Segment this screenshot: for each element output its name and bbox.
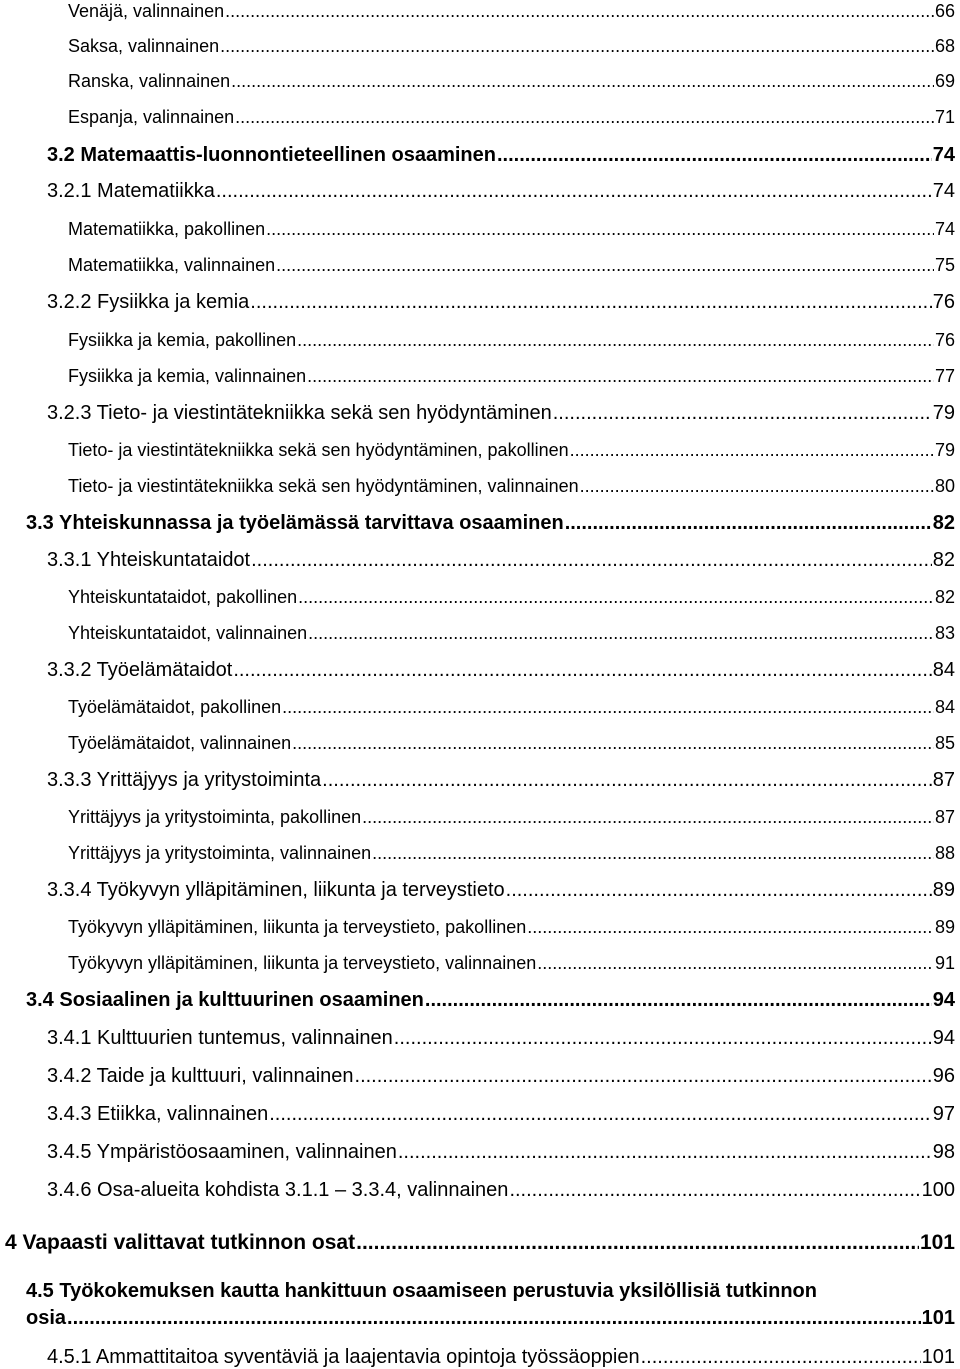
toc-entry[interactable]: [47, 1028, 955, 1048]
toc-entry[interactable]: [26, 990, 955, 1010]
toc-entry[interactable]: [26, 1308, 955, 1328]
toc-entry[interactable]: [68, 108, 955, 126]
toc-entry-page: 79: [934, 440, 955, 460]
toc-entry-title: Tieto- ja viestintätekniikka sekä sen hyödyntäminen, valinnainen: [68, 476, 579, 496]
toc-entry-title: Yhteiskuntataidot, valinnainen: [68, 623, 308, 643]
leader-dots: [553, 403, 932, 423]
toc-entry[interactable]: [47, 1066, 955, 1086]
leader-dots: [355, 1066, 932, 1086]
toc-entry[interactable]: [68, 37, 955, 55]
toc-entry-title: Työelämätaidot, pakollinen: [68, 697, 282, 717]
toc-entry-title: 4.5.1 Ammattitaitoa syventäviä ja laajentavia opintoja työssäoppien: [47, 1346, 640, 1368]
leader-dots: [276, 256, 934, 274]
leader-dots: [356, 1232, 919, 1253]
toc-entry-page: 84: [934, 697, 955, 717]
toc-entry-page: 101: [921, 1307, 955, 1329]
toc-entry-title: 3.3.2 Työelämätaidot: [47, 659, 233, 681]
toc-entry[interactable]: [68, 367, 955, 385]
toc-entry-title: 3.4.5 Ympäristöosaaminen, valinnainen: [47, 1141, 397, 1163]
toc-entry[interactable]: [47, 550, 955, 570]
leader-dots: [641, 1347, 921, 1367]
leader-dots: [537, 954, 934, 972]
toc-entry[interactable]: [68, 220, 955, 238]
toc-entry[interactable]: [68, 844, 955, 862]
leader-dots: [362, 808, 934, 826]
toc-entry-page: 101: [919, 1231, 955, 1254]
toc-entry[interactable]: [68, 808, 955, 826]
toc-entry-page: 79: [932, 402, 955, 424]
toc-entry-page: 74: [932, 144, 955, 166]
toc-entry-page: 82: [932, 512, 955, 534]
toc-entry[interactable]: [47, 403, 955, 423]
toc-entry-title: Espanja, valinnainen: [68, 107, 235, 127]
leader-dots: [269, 1104, 932, 1124]
toc-entry-title: Venäjä, valinnainen: [68, 1, 225, 21]
toc-entry-page: 101: [921, 1346, 955, 1368]
leader-dots: [565, 513, 932, 533]
toc-entry[interactable]: [47, 880, 955, 900]
toc-entry-title: 3.4.6 Osa-alueita kohdista 3.1.1 – 3.3.4, valinnainen: [47, 1179, 509, 1201]
toc-entry[interactable]: [47, 1180, 955, 1200]
toc-entry[interactable]: [68, 477, 955, 495]
toc-entry-page: 74: [934, 219, 955, 239]
toc-entry[interactable]: [68, 588, 955, 606]
toc-entry[interactable]: [68, 698, 955, 716]
toc-entry-page: 89: [934, 917, 955, 937]
leader-dots: [292, 734, 934, 752]
toc-entry-page: 69: [934, 71, 955, 91]
toc-entry-page: 82: [934, 587, 955, 607]
toc-entry-title: osia: [26, 1307, 67, 1329]
toc-entry-page: 71: [934, 107, 955, 127]
leader-dots: [235, 108, 934, 126]
toc-entry[interactable]: [68, 734, 955, 752]
leader-dots: [282, 698, 934, 716]
toc-entry-page: 87: [932, 769, 955, 791]
toc-entry-title: Fysiikka ja kemia, pakollinen: [68, 330, 297, 350]
toc-entry[interactable]: [47, 181, 955, 201]
toc-entry[interactable]: [47, 1347, 955, 1367]
toc-entry-title: 3.2.2 Fysiikka ja kemia: [47, 291, 250, 313]
leader-dots: [506, 880, 932, 900]
toc-entry-page: 76: [932, 291, 955, 313]
leader-dots: [298, 588, 934, 606]
toc-entry-page: 74: [932, 180, 955, 202]
leader-dots: [322, 770, 932, 790]
leader-dots: [231, 72, 934, 90]
leader-dots: [250, 292, 931, 312]
toc-entry-page: 96: [932, 1065, 955, 1087]
toc-entry-title: 3.3.3 Yrittäjyys ja yritystoiminta: [47, 769, 322, 791]
toc-entry-page: 77: [934, 366, 955, 386]
toc-entry-title: Ranska, valinnainen: [68, 71, 231, 91]
leader-dots: [527, 918, 934, 936]
toc-entry-title: Yrittäjyys ja yritystoiminta, valinnainen: [68, 843, 372, 863]
toc-entry-page: 83: [934, 623, 955, 643]
leader-dots: [266, 220, 934, 238]
toc-entry-title: 3.4 Sosiaalinen ja kulttuurinen osaaminen: [26, 989, 424, 1011]
leader-dots: [394, 1028, 932, 1048]
toc-entry[interactable]: [68, 72, 955, 90]
toc-entry-page: 94: [932, 1027, 955, 1049]
toc-entry-title: Työkyvyn ylläpitäminen, liikunta ja terveystieto, pakollinen: [68, 917, 527, 937]
toc-entry[interactable]: [68, 331, 955, 349]
toc-entry[interactable]: [68, 918, 955, 936]
toc-entry-title: 3.4.1 Kulttuurien tuntemus, valinnainen: [47, 1027, 393, 1049]
leader-dots: [425, 990, 932, 1010]
leader-dots: [233, 660, 931, 680]
toc-entry[interactable]: [68, 624, 955, 642]
toc-entry-page: 89: [932, 879, 955, 901]
leader-dots: [372, 844, 934, 862]
toc-entry-page: 68: [934, 36, 955, 56]
toc-entry[interactable]: [68, 256, 955, 274]
toc-entry-title: Yhteiskuntataidot, pakollinen: [68, 587, 298, 607]
leader-dots: [67, 1308, 921, 1328]
leader-dots: [225, 2, 934, 20]
leader-dots: [398, 1142, 932, 1162]
toc-entry[interactable]: [47, 292, 955, 312]
toc-entry-title: Työkyvyn ylläpitäminen, liikunta ja terveystieto, valinnainen: [68, 953, 537, 973]
toc-entry-page: 66: [934, 1, 955, 21]
toc-entry-page: 82: [932, 549, 955, 571]
leader-dots: [509, 1180, 920, 1200]
toc-entry-page: 85: [934, 733, 955, 753]
toc-entry-title: Saksa, valinnainen: [68, 36, 220, 56]
toc-entry-page: 98: [932, 1141, 955, 1163]
leader-dots: [497, 145, 932, 165]
toc-entry[interactable]: [26, 513, 955, 533]
toc-entry-title: Matematiikka, pakollinen: [68, 219, 266, 239]
toc-entry[interactable]: [47, 770, 955, 790]
toc-entry[interactable]: [68, 441, 955, 459]
toc-entry-title-line1[interactable]: 4.5 Työkokemuksen kautta hankittuun osaamiseen perustuvia yksilöllisiä tutkinnon: [26, 1280, 817, 1302]
toc-entry-title: 3.2.1 Matematiikka: [47, 180, 215, 202]
toc-entry-page: 94: [932, 989, 955, 1011]
toc-entry[interactable]: [47, 1104, 955, 1124]
toc-entry-page: 76: [934, 330, 955, 350]
leader-dots: [570, 441, 934, 459]
toc-entry[interactable]: [68, 954, 955, 972]
leader-dots: [580, 477, 934, 495]
leader-dots: [307, 367, 934, 385]
toc-entry-page: 91: [934, 953, 955, 973]
leader-dots: [216, 181, 932, 201]
toc-entry-title: Matematiikka, valinnainen: [68, 255, 276, 275]
toc-entry-title: 3.2 Matemaattis-luonnontieteellinen osaaminen: [47, 144, 496, 166]
toc-entry-page: 80: [934, 476, 955, 496]
leader-dots: [220, 37, 934, 55]
toc-entry-title: 3.3.4 Työkyvyn ylläpitäminen, liikunta ja terveystieto: [47, 879, 505, 901]
toc-entry-title: Tieto- ja viestintätekniikka sekä sen hyödyntäminen, pakollinen: [68, 440, 569, 460]
toc-entry-title: Yrittäjyys ja yritystoiminta, pakollinen: [68, 807, 362, 827]
toc-entry[interactable]: [47, 1142, 955, 1162]
leader-dots: [251, 550, 932, 570]
toc-entry-title: 3.4.3 Etiikka, valinnainen: [47, 1103, 269, 1125]
toc-entry-page: 87: [934, 807, 955, 827]
leader-dots: [308, 624, 934, 642]
toc-entry-page: 75: [934, 255, 955, 275]
toc-entry-title: 4 Vapaasti valittavat tutkinnon osat: [5, 1231, 356, 1254]
leader-dots: [297, 331, 934, 349]
toc-entry-title: 3.4.2 Taide ja kulttuuri, valinnainen: [47, 1065, 354, 1087]
toc-entry-title: 3.3 Yhteiskunnassa ja työelämässä tarvittava osaaminen: [26, 512, 564, 534]
toc-entry[interactable]: [47, 660, 955, 680]
toc-entry-title: 3.3.1 Yhteiskuntataidot: [47, 549, 251, 571]
toc-entry-title: 3.2.3 Tieto- ja viestintätekniikka sekä sen hyödyntäminen: [47, 402, 552, 424]
toc-entry-title: Työelämätaidot, valinnainen: [68, 733, 292, 753]
toc-entry[interactable]: [5, 1232, 955, 1253]
toc-entry-page: 100: [921, 1179, 955, 1201]
toc-entry[interactable]: [47, 145, 955, 165]
toc-entry-title: Fysiikka ja kemia, valinnainen: [68, 366, 307, 386]
toc-entry[interactable]: [68, 2, 955, 20]
toc-entry-page: 88: [934, 843, 955, 863]
toc-entry-page: 84: [932, 659, 955, 681]
toc-entry-page: 97: [932, 1103, 955, 1125]
